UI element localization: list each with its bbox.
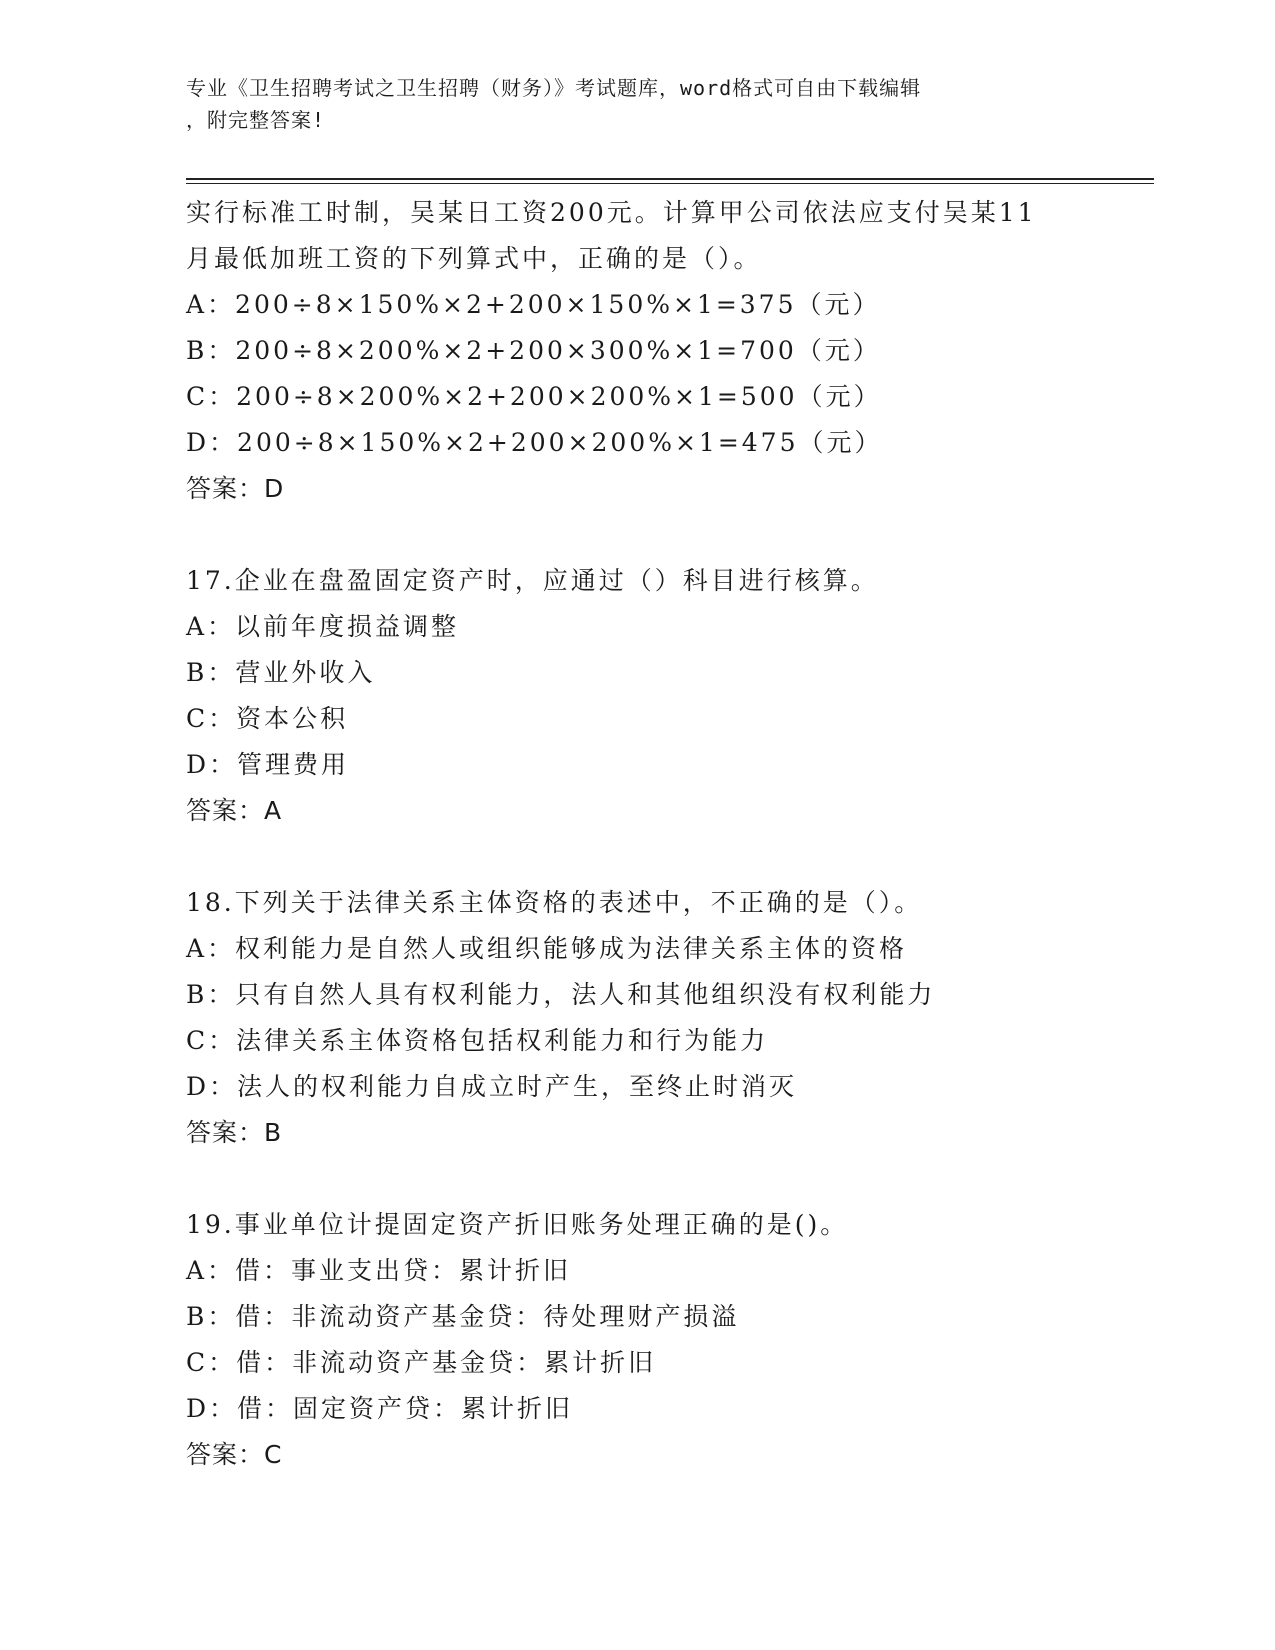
question-stem: 17.企业在盘盈固定资产时，应通过（）科目进行核算。 [186,566,879,595]
option-a: A：权利能力是自然人或组织能够成为法律关系主体的资格 [186,934,908,963]
answer: 答案：D [186,474,285,503]
header-divider-thick [186,178,1154,180]
option-c: C：借：非流动资产基金贷：累计折旧 [186,1348,657,1377]
document-header [186,72,1066,136]
question-stem: 实行标准工时制，吴某日工资200元。计算甲公司依法应支付吴某11 [186,198,1037,227]
header-line-1: 专业《卫生招聘考试之卫生招聘（财务）》考试题库，word格式可自由下载编辑 [186,76,922,100]
option-b: B：只有自然人具有权利能力，法人和其他组织没有权利能力 [186,980,936,1009]
option-c: C：法律关系主体资格包括权利能力和行为能力 [186,1026,769,1055]
question-18 [186,880,1146,1156]
option-b: B：营业外收入 [186,658,376,687]
question-19 [186,1202,1146,1478]
option-a: A：以前年度损益调整 [186,612,460,641]
answer: 答案：A [186,796,283,825]
question-16 [186,190,1146,512]
answer: 答案：C [186,1440,283,1469]
header-divider-thin [186,183,1154,184]
question-stem: 19.事业单位计提固定资产折旧账务处理正确的是()。 [186,1210,849,1239]
option-d: D：200÷8×150%×2+200×200%×1=475（元） [186,428,883,457]
option-b: B：借：非流动资产基金贷：待处理财产损溢 [186,1302,740,1331]
question-list [186,190,1146,1478]
question-stem: 18.下列关于法律关系主体资格的表述中，不正确的是（）。 [186,888,923,917]
option-b: B：200÷8×200%×2+200×300%×1=700（元） [186,336,881,365]
question-17 [186,558,1146,834]
option-a: A：200÷8×150%×2+200×150%×1=375（元） [186,290,881,319]
question-stem-continued: 月最低加班工资的下列算式中，正确的是（）。 [186,244,762,273]
option-d: D：管理费用 [186,750,350,779]
option-c: C：资本公积 [186,704,349,733]
answer: 答案：B [186,1118,283,1147]
option-d: D：借：固定资产贷：累计折旧 [186,1394,574,1423]
option-a: A：借：事业支出贷：累计折旧 [186,1256,572,1285]
header-line-2: ，附完整答案! [186,108,326,132]
option-c: C：200÷8×200%×2+200×200%×1=500（元） [186,382,882,411]
option-d: D：法人的权利能力自成立时产生，至终止时消灭 [186,1072,798,1101]
